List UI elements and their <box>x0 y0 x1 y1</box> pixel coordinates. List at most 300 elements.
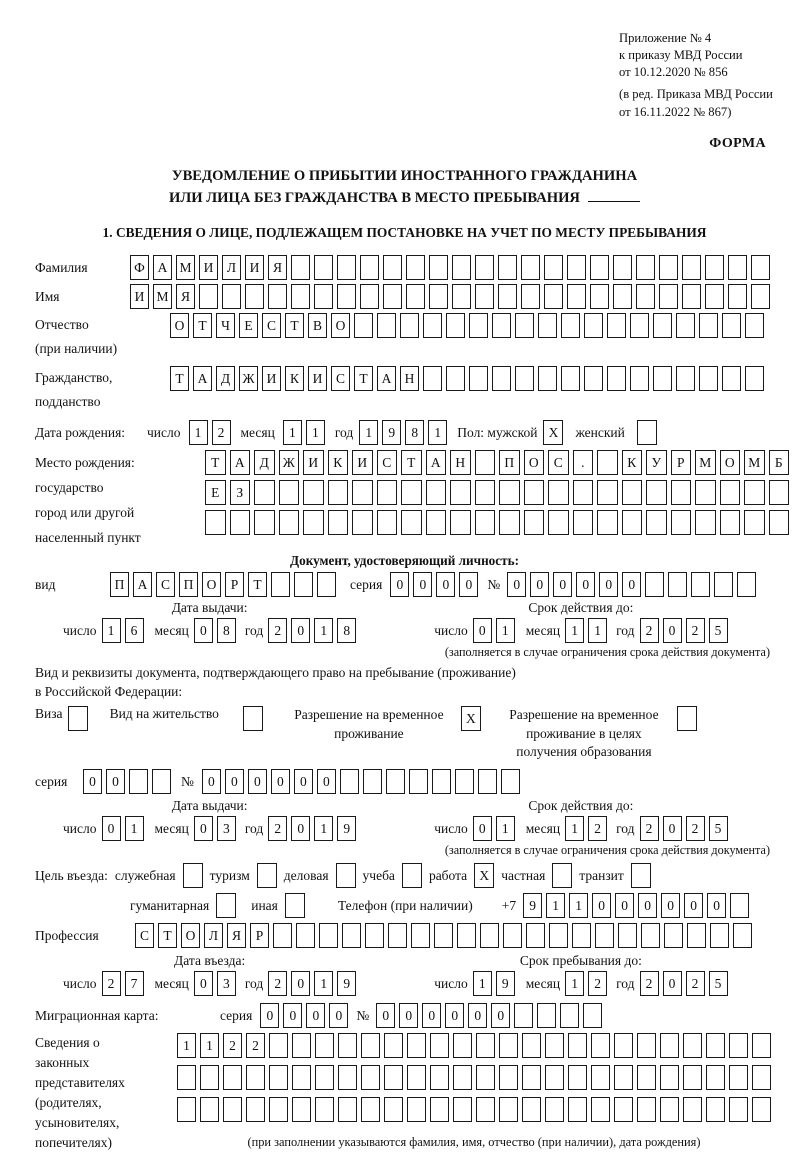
char-box <box>573 510 594 535</box>
char-box: М <box>176 255 195 280</box>
char-box: 3 <box>217 816 236 841</box>
day-label: число <box>434 820 468 836</box>
month-label: месяц <box>154 622 189 638</box>
char-box <box>429 284 448 309</box>
number-label: № <box>181 773 194 789</box>
char-box <box>752 1097 771 1122</box>
iddoc-valid-year <box>640 618 728 643</box>
char-box <box>613 284 632 309</box>
char-box <box>317 572 336 597</box>
char-box <box>450 510 471 535</box>
char-box <box>683 1097 702 1122</box>
char-box <box>245 284 264 309</box>
representatives-note: (при заполнении указываются фамилия, имя, отчество (при наличии), дата рождения) <box>247 1135 701 1150</box>
temp-residence-edu-label: Разрешение на временное проживание в целях получения образования <box>509 707 659 759</box>
day-label: число <box>63 622 97 638</box>
staydoc-intro1: Вид и реквизиты документа, подтверждающего право на пребывание (проживание) <box>35 665 516 681</box>
char-box: П <box>179 572 198 597</box>
char-box <box>361 1097 380 1122</box>
char-box: В <box>308 313 327 338</box>
char-box <box>637 1065 656 1090</box>
char-box: 0 <box>599 572 618 597</box>
char-box: П <box>110 572 129 597</box>
char-box: 0 <box>530 572 549 597</box>
char-box: 1 <box>588 618 607 643</box>
char-box: О <box>720 450 741 475</box>
char-box: 6 <box>125 618 144 643</box>
char-box <box>446 313 465 338</box>
char-box <box>409 769 428 794</box>
char-box <box>452 284 471 309</box>
char-box: 0 <box>317 769 336 794</box>
char-box: И <box>303 450 324 475</box>
char-box <box>273 923 292 948</box>
staydoc-note: (заполняется в случае ограничения срока действия документа) <box>444 843 770 858</box>
purpose-business-label: деловая <box>283 867 329 883</box>
char-box <box>524 480 545 505</box>
char-box <box>683 1065 702 1090</box>
char-box: 2 <box>640 618 659 643</box>
char-box: Т <box>170 366 189 391</box>
char-box <box>177 1065 196 1090</box>
annex-line: от 10.12.2020 № 856 <box>619 65 728 80</box>
iddoc-vid-cells <box>110 572 336 597</box>
char-box <box>630 313 649 338</box>
char-box <box>407 1033 426 1058</box>
purpose-private-checkbox <box>552 863 572 888</box>
char-box <box>453 1065 472 1090</box>
char-box <box>728 255 747 280</box>
char-box: 1 <box>306 420 325 445</box>
char-box <box>769 510 790 535</box>
char-box <box>544 284 563 309</box>
patronymic-label: Отчество (при наличии) <box>35 317 118 357</box>
char-box: 1 <box>314 816 333 841</box>
form-title-line1: УВЕДОМЛЕНИЕ О ПРИБЫТИИ ИНОСТРАННОГО ГРАЖДАНИНА <box>171 167 638 184</box>
char-box <box>246 1097 265 1122</box>
iddoc-number-cells <box>507 572 756 597</box>
char-box: 1 <box>314 618 333 643</box>
char-box: О <box>181 923 200 948</box>
month-label: месяц <box>154 975 189 991</box>
visa-label: Виза <box>35 706 63 722</box>
char-box <box>363 769 382 794</box>
char-box: 0 <box>684 893 703 918</box>
char-box: Т <box>248 572 267 597</box>
char-box <box>682 284 701 309</box>
char-box: 2 <box>102 971 121 996</box>
char-box <box>590 255 609 280</box>
char-box: С <box>548 450 569 475</box>
char-box: 0 <box>102 816 121 841</box>
char-box: Д <box>216 366 235 391</box>
char-box <box>401 480 422 505</box>
char-box <box>752 1065 771 1090</box>
char-box: Я <box>227 923 246 948</box>
char-box <box>254 510 275 535</box>
citizenship-label: Гражданство, подданство <box>35 370 113 410</box>
char-box <box>706 1097 725 1122</box>
staydoc-valid-day <box>473 816 515 841</box>
entry-year <box>268 971 356 996</box>
profession-cells <box>135 923 752 948</box>
char-box: Е <box>239 313 258 338</box>
month-label: месяц <box>525 622 561 638</box>
char-box <box>388 923 407 948</box>
char-box <box>522 1033 541 1058</box>
char-box: 0 <box>390 572 409 597</box>
char-box <box>653 313 672 338</box>
char-box <box>129 769 148 794</box>
char-box: 0 <box>225 769 244 794</box>
staydoc-seria-row <box>35 769 774 794</box>
char-box <box>567 255 586 280</box>
char-box <box>269 1097 288 1122</box>
char-box <box>636 255 655 280</box>
char-box: Б <box>769 450 790 475</box>
char-box: 0 <box>399 1003 418 1028</box>
char-box <box>478 769 497 794</box>
purpose-business-checkbox <box>336 863 356 888</box>
char-box: 9 <box>523 893 542 918</box>
char-box <box>538 313 557 338</box>
char-box: Р <box>250 923 269 948</box>
char-box <box>595 923 614 948</box>
sex-male-checkbox: X <box>543 420 563 445</box>
char-box: Ж <box>279 450 300 475</box>
char-box: 0 <box>663 971 682 996</box>
char-box: 2 <box>640 816 659 841</box>
char-box <box>492 313 511 338</box>
entry-date-group <box>63 953 356 996</box>
char-box <box>411 923 430 948</box>
char-box: Л <box>204 923 223 948</box>
char-box <box>583 1003 602 1028</box>
issue-date-title: Дата выдачи: <box>171 600 248 616</box>
day-label: число <box>63 820 97 836</box>
char-box: К <box>328 450 349 475</box>
char-box: А <box>153 255 172 280</box>
char-box: 9 <box>337 816 356 841</box>
char-box <box>637 1097 656 1122</box>
char-box <box>653 366 672 391</box>
char-box <box>645 572 664 597</box>
char-box <box>383 255 402 280</box>
profession-row <box>35 923 774 948</box>
char-box: 2 <box>246 1033 265 1058</box>
char-box: 8 <box>217 618 236 643</box>
seria-label: серия <box>220 1007 253 1023</box>
char-box <box>319 923 338 948</box>
char-box <box>622 480 643 505</box>
staydoc-permits-row <box>35 706 774 761</box>
valid-until-title: Срок действия до: <box>528 798 634 814</box>
char-box <box>524 510 545 535</box>
char-box <box>744 480 765 505</box>
birth-day-cells <box>189 420 231 445</box>
representatives-row2-cells <box>177 1065 771 1090</box>
char-box <box>475 255 494 280</box>
char-box <box>294 572 313 597</box>
char-box <box>386 769 405 794</box>
representatives-block <box>35 1033 774 1153</box>
char-box <box>475 284 494 309</box>
char-box <box>722 366 741 391</box>
name-cells <box>130 284 770 309</box>
char-box: 0 <box>445 1003 464 1028</box>
char-box <box>607 366 626 391</box>
char-box <box>406 284 425 309</box>
form-title <box>35 166 774 210</box>
char-box: 1 <box>200 1033 219 1058</box>
char-box: 1 <box>565 971 584 996</box>
char-box <box>475 480 496 505</box>
char-box <box>269 1065 288 1090</box>
sex-female-checkbox <box>637 420 657 445</box>
char-box <box>733 923 752 948</box>
staydoc-intro2: в Российской Федерации: <box>35 684 183 700</box>
char-box: А <box>426 450 447 475</box>
char-box <box>501 769 520 794</box>
purpose-humanitarian-checkbox <box>216 893 236 918</box>
char-box <box>223 1097 242 1122</box>
char-box <box>453 1097 472 1122</box>
char-box: М <box>744 450 765 475</box>
char-box <box>279 510 300 535</box>
char-box: Ж <box>239 366 258 391</box>
birthplace-label: Место рождения: государство город или другой населенный пункт <box>35 455 141 546</box>
staydoc-dates <box>35 798 774 841</box>
char-box: М <box>153 284 172 309</box>
representatives-label: Сведения о законных представителях (родителях, усыновителях, попечителях) <box>35 1035 125 1151</box>
char-box: 9 <box>496 971 515 996</box>
char-box <box>492 366 511 391</box>
char-box: О <box>170 313 189 338</box>
char-box: И <box>130 284 149 309</box>
char-box: 5 <box>709 971 728 996</box>
char-box: 0 <box>592 893 611 918</box>
iddoc-dates <box>35 600 774 643</box>
char-box: И <box>199 255 218 280</box>
char-box: 0 <box>436 572 455 597</box>
char-box: 0 <box>83 769 102 794</box>
char-box <box>269 1033 288 1058</box>
char-box <box>676 313 695 338</box>
entry-day <box>102 971 144 996</box>
char-box <box>400 313 419 338</box>
char-box <box>423 313 442 338</box>
char-box <box>314 284 333 309</box>
char-box: Р <box>225 572 244 597</box>
residence-permit-checkbox <box>243 706 263 731</box>
char-box <box>744 510 765 535</box>
char-box: М <box>695 450 716 475</box>
char-box: Т <box>193 313 212 338</box>
char-box: 0 <box>473 618 492 643</box>
char-box <box>432 769 451 794</box>
char-box <box>303 510 324 535</box>
surname-row <box>35 255 774 280</box>
char-box <box>591 1065 610 1090</box>
year-label: год <box>244 622 264 638</box>
char-box <box>457 923 476 948</box>
char-box <box>614 1033 633 1058</box>
char-box: Т <box>401 450 422 475</box>
char-box: 0 <box>291 816 310 841</box>
char-box: А <box>377 366 396 391</box>
profession-label: Профессия <box>35 927 99 943</box>
purpose-row2 <box>35 893 774 918</box>
char-box <box>328 510 349 535</box>
section1-title: 1. СВЕДЕНИЯ О ЛИЦЕ, ПОДЛЕЖАЩЕМ ПОСТАНОВКЕ НА УЧЕТ ПО МЕСТУ ПРЕБЫВАНИЯ <box>102 225 707 241</box>
year-label: год <box>244 820 264 836</box>
purpose-work-label: работа <box>428 867 468 883</box>
char-box: 2 <box>588 971 607 996</box>
staydoc-issue-year <box>268 816 356 841</box>
char-box <box>549 923 568 948</box>
seria-label: серия <box>350 576 383 592</box>
char-box <box>291 255 310 280</box>
stay-until-month <box>565 971 607 996</box>
char-box: 0 <box>413 572 432 597</box>
char-box <box>352 480 373 505</box>
char-box: А <box>193 366 212 391</box>
char-box: О <box>331 313 350 338</box>
char-box: 2 <box>686 618 705 643</box>
migration-seria-cells <box>260 1003 348 1028</box>
char-box <box>705 284 724 309</box>
stay-until-group <box>434 953 727 996</box>
birthdate-row <box>35 420 774 445</box>
char-box: С <box>262 313 281 338</box>
char-box <box>641 923 660 948</box>
char-box: 0 <box>661 893 680 918</box>
year-label: год <box>334 424 354 440</box>
char-box: П <box>499 450 520 475</box>
char-box: 0 <box>194 816 213 841</box>
char-box <box>737 572 756 597</box>
char-box: 0 <box>194 618 213 643</box>
char-box: 0 <box>491 1003 510 1028</box>
char-box <box>342 923 361 948</box>
purpose-humanitarian-label: гуманитарная <box>130 897 210 913</box>
char-box <box>572 923 591 948</box>
char-box <box>315 1097 334 1122</box>
char-box <box>452 255 471 280</box>
char-box <box>384 1097 403 1122</box>
char-box: Т <box>285 313 304 338</box>
char-box <box>499 1033 518 1058</box>
iddoc-vid-label: вид <box>35 576 56 592</box>
purpose-official-checkbox <box>183 863 203 888</box>
surname-label: Фамилия <box>35 259 88 275</box>
purpose-tourism-label: туризм <box>209 867 250 883</box>
annex-line: от 16.11.2022 № 867) <box>619 104 732 119</box>
char-box: 3 <box>217 971 236 996</box>
char-box: Ф <box>130 255 149 280</box>
iddoc-issue-day <box>102 618 144 643</box>
char-box: 7 <box>125 971 144 996</box>
char-box: Н <box>400 366 419 391</box>
char-box <box>568 1033 587 1058</box>
birthplace-block <box>35 450 783 550</box>
month-label: месяц <box>525 820 561 836</box>
char-box: 2 <box>686 816 705 841</box>
char-box: 0 <box>576 572 595 597</box>
iddoc-valid-day <box>473 618 515 643</box>
char-box: 0 <box>468 1003 487 1028</box>
char-box <box>521 284 540 309</box>
forma-label: ФОРМА <box>709 135 766 151</box>
day-label: число <box>434 622 468 638</box>
char-box: 2 <box>588 816 607 841</box>
char-box <box>699 366 718 391</box>
sex-female-label: женский <box>575 424 625 440</box>
char-box <box>567 284 586 309</box>
char-box: 2 <box>268 618 287 643</box>
purpose-other-label: иная <box>251 897 278 913</box>
char-box <box>545 1065 564 1090</box>
char-box: К <box>285 366 304 391</box>
char-box: 2 <box>686 971 705 996</box>
char-box <box>498 284 517 309</box>
char-box <box>752 1033 771 1058</box>
char-box <box>561 313 580 338</box>
char-box <box>618 923 637 948</box>
char-box <box>607 313 626 338</box>
char-box: 2 <box>640 971 659 996</box>
char-box: 1 <box>359 420 378 445</box>
stay-until-day <box>473 971 515 996</box>
citizenship-row <box>35 366 774 414</box>
char-box <box>745 366 764 391</box>
char-box: 9 <box>382 420 401 445</box>
char-box <box>423 366 442 391</box>
char-box: О <box>202 572 221 597</box>
annex-reference <box>619 30 774 121</box>
char-box: И <box>245 255 264 280</box>
char-box: К <box>622 450 643 475</box>
year-label: год <box>244 975 264 991</box>
char-box <box>613 255 632 280</box>
char-box: 0 <box>106 769 125 794</box>
purpose-official-label: служебная <box>114 867 176 883</box>
char-box <box>706 1033 725 1058</box>
char-box <box>434 923 453 948</box>
char-box: . <box>573 450 594 475</box>
char-box: И <box>262 366 281 391</box>
char-box <box>720 480 741 505</box>
char-box <box>384 1065 403 1090</box>
char-box <box>646 480 667 505</box>
char-box <box>499 1065 518 1090</box>
iddoc-vid-row <box>35 572 774 597</box>
char-box <box>365 923 384 948</box>
char-box: Т <box>205 450 226 475</box>
char-box <box>573 480 594 505</box>
char-box <box>676 366 695 391</box>
char-box: 0 <box>306 1003 325 1028</box>
month-label: месяц <box>525 975 561 991</box>
char-box <box>630 366 649 391</box>
char-box <box>383 284 402 309</box>
char-box <box>597 510 618 535</box>
char-box <box>515 313 534 338</box>
char-box <box>636 284 655 309</box>
char-box <box>469 313 488 338</box>
birthplace-row1-cells <box>205 450 789 475</box>
char-box <box>469 366 488 391</box>
